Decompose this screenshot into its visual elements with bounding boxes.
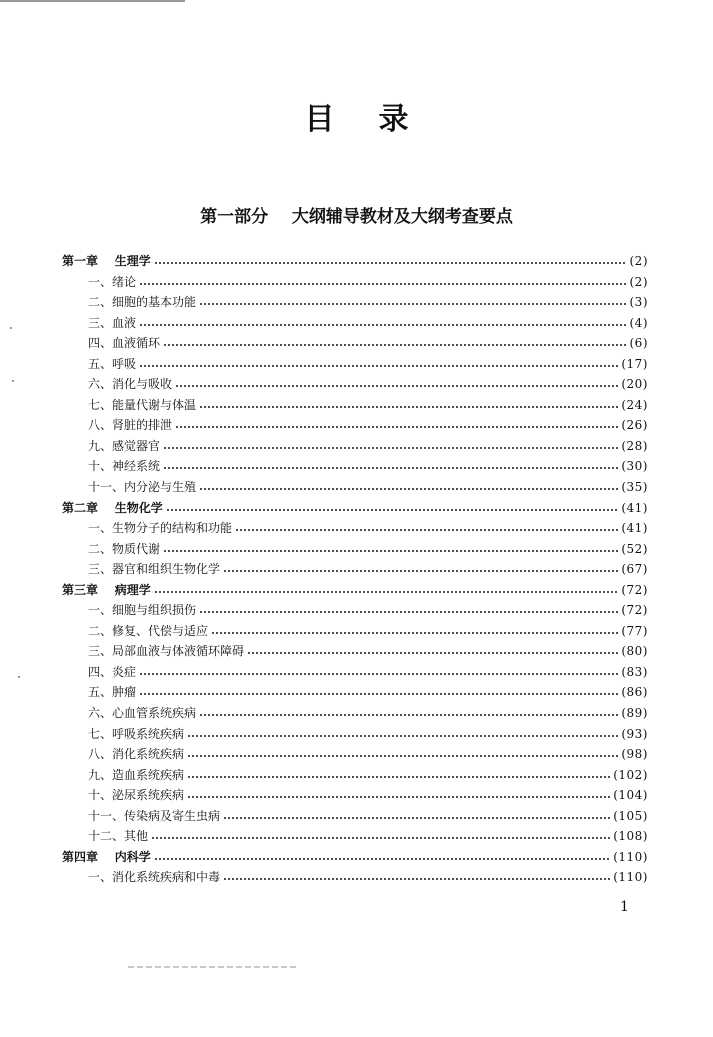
dot-leader xyxy=(223,562,618,574)
toc-section-entry[interactable] xyxy=(62,354,648,375)
toc-entry-label: 二、物质代谢 xyxy=(88,541,161,556)
dot-leader xyxy=(187,747,618,759)
toc-entry-label: 一、细胞与组织损伤 xyxy=(88,603,197,618)
scan-speck xyxy=(10,327,12,329)
dot-leader xyxy=(175,418,618,430)
toc-entry-label: 六、心血管系统疾病 xyxy=(88,706,197,721)
dot-leader xyxy=(223,870,610,882)
toc-entry-label: 第四章 内科学 xyxy=(62,849,151,864)
toc-entry-page: (2) xyxy=(629,274,648,289)
dot-leader xyxy=(166,501,619,513)
toc-entry-label: 二、修复、代偿与适应 xyxy=(88,623,209,638)
toc-entry-page: (98) xyxy=(621,747,648,762)
dot-leader xyxy=(151,829,610,841)
toc-entry-label: 第三章 病理学 xyxy=(62,582,151,597)
toc-section-entry[interactable] xyxy=(62,826,648,847)
toc-entry-page: (17) xyxy=(621,356,648,371)
toc-section-entry[interactable] xyxy=(62,559,648,580)
toc-entry-label: 四、炎症 xyxy=(88,664,137,679)
toc-entry-page: (104) xyxy=(613,788,648,803)
toc-entry-page: (2) xyxy=(629,254,648,268)
toc-entry-label: 十一、传染病及寄生虫病 xyxy=(88,808,221,823)
toc-entry-label: 一、绪论 xyxy=(88,274,137,289)
toc-entry-label: 五、肿瘤 xyxy=(88,685,137,700)
toc-entry-page: (80) xyxy=(621,644,648,659)
scan-smudge xyxy=(128,966,298,968)
dot-leader xyxy=(223,809,610,821)
toc-entry-page: (89) xyxy=(621,706,648,721)
toc-entry-label: 第一章 生理学 xyxy=(62,254,151,268)
dot-leader xyxy=(187,788,610,800)
toc-entry-page: (28) xyxy=(621,438,648,453)
toc-entry-label: 八、肾脏的排泄 xyxy=(88,418,173,433)
toc-section-entry[interactable] xyxy=(62,785,648,806)
dot-leader xyxy=(163,336,626,348)
toc-entry-page: (72) xyxy=(621,603,648,618)
dot-leader xyxy=(163,459,618,471)
toc-entry-page: (77) xyxy=(621,623,648,638)
toc-section-entry[interactable] xyxy=(62,765,648,786)
toc-entry-label: 三、器官和组织生物化学 xyxy=(88,562,221,577)
toc-entry-label: 三、局部血液与体液循环障碍 xyxy=(88,644,245,659)
dot-leader xyxy=(199,295,626,307)
toc-entry-label: 九、造血系统疾病 xyxy=(88,767,185,782)
toc-section-entry[interactable] xyxy=(62,724,648,745)
dot-leader xyxy=(187,768,610,780)
toc-entry-label: 一、生物分子的结构和功能 xyxy=(88,521,233,536)
dot-leader xyxy=(139,665,618,677)
toc-entry-label: 一、消化系统疾病和中毒 xyxy=(88,870,221,885)
toc-entry-label: 十一、内分泌与生殖 xyxy=(88,480,197,495)
toc-entry-label: 六、消化与吸收 xyxy=(88,377,173,392)
toc-entry-label: 八、消化系统疾病 xyxy=(88,747,185,762)
toc-entry-page: (4) xyxy=(629,315,648,330)
toc-entry-page: (93) xyxy=(621,726,648,741)
toc-entry-page: (105) xyxy=(613,808,648,823)
toc-entry-page: (41) xyxy=(621,500,648,515)
toc-entry-page: (108) xyxy=(613,829,648,844)
dot-leader xyxy=(199,480,618,492)
toc-section-entry[interactable] xyxy=(62,415,648,436)
dot-leader xyxy=(154,254,627,266)
toc-entry-label: 九、感觉器官 xyxy=(88,438,161,453)
toc-section-entry[interactable] xyxy=(62,682,648,703)
toc-entry-page: (102) xyxy=(613,767,648,782)
dot-leader xyxy=(199,398,618,410)
toc-section-entry[interactable] xyxy=(62,477,648,498)
toc-entry-page: (3) xyxy=(629,295,648,310)
toc-section-entry[interactable] xyxy=(62,662,648,683)
toc-section-entry[interactable] xyxy=(62,806,648,827)
dot-leader xyxy=(154,850,611,862)
toc-entry-label: 十二、其他 xyxy=(88,829,149,844)
toc-entry-label: 二、细胞的基本功能 xyxy=(88,295,197,310)
toc-entry-page: (24) xyxy=(621,397,648,412)
dot-leader xyxy=(199,603,618,615)
toc-section-entry[interactable] xyxy=(62,621,648,642)
page-number: 1 xyxy=(620,899,629,915)
toc-entry-page: (110) xyxy=(613,870,648,885)
table-of-contents xyxy=(62,251,648,888)
dot-leader xyxy=(163,542,618,554)
toc-section-entry[interactable] xyxy=(62,292,648,313)
toc-entry-page: (110) xyxy=(613,849,648,864)
dot-leader xyxy=(199,706,618,718)
page-title: 目录 xyxy=(304,102,453,137)
toc-entry-label: 第二章 生物化学 xyxy=(62,500,163,515)
scan-speck xyxy=(18,676,20,678)
toc-section-entry[interactable] xyxy=(62,539,648,560)
toc-section-entry[interactable] xyxy=(62,374,648,395)
toc-section-entry[interactable] xyxy=(62,395,648,416)
dot-leader xyxy=(139,357,618,369)
toc-entry-label: 五、呼吸 xyxy=(88,356,137,371)
toc-section-entry[interactable] xyxy=(62,436,648,457)
part-title: 第一部分 大纲辅导教材及大纲考查要点 xyxy=(200,207,513,227)
toc-section-entry[interactable] xyxy=(62,272,648,293)
toc-section-entry[interactable] xyxy=(62,518,648,539)
dot-leader xyxy=(139,275,626,287)
toc-section-entry[interactable] xyxy=(62,641,648,662)
toc-entry-label: 十、泌尿系统疾病 xyxy=(88,788,185,803)
dot-leader xyxy=(163,439,618,451)
toc-section-entry[interactable] xyxy=(62,313,648,334)
toc-entry-page: (72) xyxy=(621,582,648,597)
toc-entry-label: 七、能量代谢与体温 xyxy=(88,397,197,412)
dot-leader xyxy=(247,644,618,656)
toc-entry-page: (67) xyxy=(621,562,648,577)
toc-chapter-entry[interactable] xyxy=(62,498,648,519)
toc-entry-page: (86) xyxy=(621,685,648,700)
toc-entry-page: (6) xyxy=(629,336,648,351)
toc-entry-page: (20) xyxy=(621,377,648,392)
toc-entry-page: (30) xyxy=(621,459,648,474)
scan-speck xyxy=(12,380,14,382)
dot-leader xyxy=(235,521,618,533)
toc-entry-label: 十、神经系统 xyxy=(88,459,161,474)
toc-entry-page: (83) xyxy=(621,664,648,679)
dot-leader xyxy=(139,685,618,697)
dot-leader xyxy=(154,583,619,595)
toc-section-entry[interactable] xyxy=(62,867,648,888)
toc-section-entry[interactable] xyxy=(62,456,648,477)
toc-entry-page: (52) xyxy=(621,541,648,556)
dot-leader xyxy=(139,316,626,328)
toc-chapter-entry[interactable] xyxy=(62,580,648,601)
top-rule xyxy=(0,0,185,2)
dot-leader xyxy=(175,377,618,389)
toc-entry-label: 七、呼吸系统疾病 xyxy=(88,726,185,741)
dot-leader xyxy=(187,727,618,739)
toc-entry-page: (26) xyxy=(621,418,648,433)
toc-entry-page: (41) xyxy=(621,521,648,536)
dot-leader xyxy=(211,624,618,636)
toc-section-entry[interactable] xyxy=(62,703,648,724)
toc-chapter-entry[interactable] xyxy=(62,251,648,272)
toc-section-entry[interactable] xyxy=(62,744,648,765)
toc-entry-label: 四、血液循环 xyxy=(88,336,161,351)
toc-entry-label: 三、血液 xyxy=(88,315,137,330)
toc-entry-page: (35) xyxy=(621,480,648,495)
toc-chapter-entry[interactable] xyxy=(62,847,648,868)
toc-section-entry[interactable] xyxy=(62,600,648,621)
toc-section-entry[interactable] xyxy=(62,333,648,354)
